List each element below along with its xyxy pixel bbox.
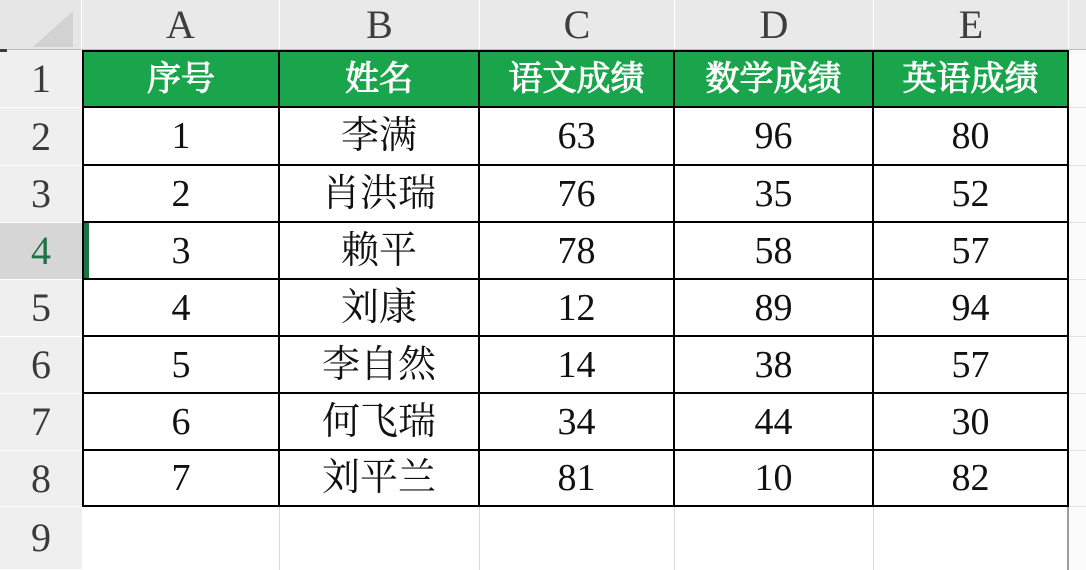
row-header-6[interactable]: 6 bbox=[0, 337, 82, 394]
cell-B9-empty[interactable] bbox=[280, 507, 480, 570]
cell-E6[interactable]: 57 bbox=[874, 337, 1069, 394]
cell-E2[interactable]: 80 bbox=[874, 108, 1069, 166]
cell-B6[interactable]: 李自然 bbox=[280, 337, 480, 394]
cell-B4[interactable]: 赖平 bbox=[280, 223, 480, 280]
cell-E4[interactable]: 57 bbox=[874, 223, 1069, 280]
cell-C7[interactable]: 34 bbox=[480, 394, 675, 451]
column-header-e[interactable]: E bbox=[874, 0, 1069, 50]
cell-A6[interactable]: 5 bbox=[82, 337, 280, 394]
cell-B1-header[interactable]: 姓名 bbox=[280, 50, 480, 108]
gridline-filler bbox=[1069, 50, 1086, 108]
row-header-7[interactable]: 7 bbox=[0, 394, 82, 451]
cell-E8[interactable]: 82 bbox=[874, 451, 1069, 507]
column-header-c[interactable]: C bbox=[480, 0, 675, 50]
cell-E5[interactable]: 94 bbox=[874, 280, 1069, 337]
cell-A1-header[interactable]: 序号 bbox=[82, 50, 280, 108]
row-header-3[interactable]: 3 bbox=[0, 166, 82, 223]
row-header-8[interactable]: 8 bbox=[0, 451, 82, 507]
cell-C5[interactable]: 12 bbox=[480, 280, 675, 337]
cell-C1-header[interactable]: 语文成绩 bbox=[480, 50, 675, 108]
cell-D9-empty[interactable] bbox=[675, 507, 874, 570]
cell-C4[interactable]: 78 bbox=[480, 223, 675, 280]
cell-A9-empty[interactable] bbox=[82, 507, 280, 570]
select-all-triangle-icon bbox=[33, 11, 73, 47]
cell-C2[interactable]: 63 bbox=[480, 108, 675, 166]
gridline-filler bbox=[1069, 166, 1086, 223]
row-header-9[interactable]: 9 bbox=[0, 507, 82, 570]
row-header-1[interactable]: 1 bbox=[0, 50, 82, 108]
cell-D7[interactable]: 44 bbox=[675, 394, 874, 451]
cell-E1-header[interactable]: 英语成绩 bbox=[874, 50, 1069, 108]
row-header-2[interactable]: 2 bbox=[0, 108, 82, 166]
gridline-filler bbox=[1069, 280, 1086, 337]
cell-C8[interactable]: 81 bbox=[480, 451, 675, 507]
cell-A4-active[interactable]: 3 bbox=[82, 223, 280, 280]
cell-B5[interactable]: 刘康 bbox=[280, 280, 480, 337]
gridline-filler bbox=[1069, 337, 1086, 394]
cell-B7[interactable]: 何飞瑞 bbox=[280, 394, 480, 451]
cell-A8[interactable]: 7 bbox=[82, 451, 280, 507]
cell-D2[interactable]: 96 bbox=[675, 108, 874, 166]
cell-B3[interactable]: 肖洪瑞 bbox=[280, 166, 480, 223]
cell-A2[interactable]: 1 bbox=[82, 108, 280, 166]
cell-E9-empty[interactable] bbox=[874, 507, 1069, 570]
cell-C6[interactable]: 14 bbox=[480, 337, 675, 394]
cell-C9-empty[interactable] bbox=[480, 507, 675, 570]
column-header-d[interactable]: D bbox=[675, 0, 874, 50]
column-header-filler bbox=[1069, 0, 1086, 50]
cell-D8[interactable]: 10 bbox=[675, 451, 874, 507]
cell-D3[interactable]: 35 bbox=[675, 166, 874, 223]
cell-D1-header[interactable]: 数学成绩 bbox=[675, 50, 874, 108]
gridline-filler bbox=[1069, 108, 1086, 166]
cell-A3[interactable]: 2 bbox=[82, 166, 280, 223]
select-all-corner[interactable] bbox=[0, 0, 82, 50]
pane-edge-tick bbox=[0, 49, 7, 52]
cell-A5[interactable]: 4 bbox=[82, 280, 280, 337]
gridline-filler bbox=[1069, 451, 1086, 507]
cell-D6[interactable]: 38 bbox=[675, 337, 874, 394]
cell-E7[interactable]: 30 bbox=[874, 394, 1069, 451]
column-header-b[interactable]: B bbox=[280, 0, 480, 50]
cell-B8[interactable]: 刘平兰 bbox=[280, 451, 480, 507]
row-header-4-active[interactable]: 4 bbox=[0, 223, 82, 280]
cell-B2[interactable]: 李满 bbox=[280, 108, 480, 166]
cell-A7[interactable]: 6 bbox=[82, 394, 280, 451]
gridline-filler bbox=[1069, 507, 1086, 570]
cell-C3[interactable]: 76 bbox=[480, 166, 675, 223]
column-header-a[interactable]: A bbox=[82, 0, 280, 50]
cell-D4[interactable]: 58 bbox=[675, 223, 874, 280]
gridline-filler bbox=[1069, 394, 1086, 451]
cell-E3[interactable]: 52 bbox=[874, 166, 1069, 223]
row-header-5[interactable]: 5 bbox=[0, 280, 82, 337]
gridline-filler bbox=[1069, 223, 1086, 280]
cell-D5[interactable]: 89 bbox=[675, 280, 874, 337]
